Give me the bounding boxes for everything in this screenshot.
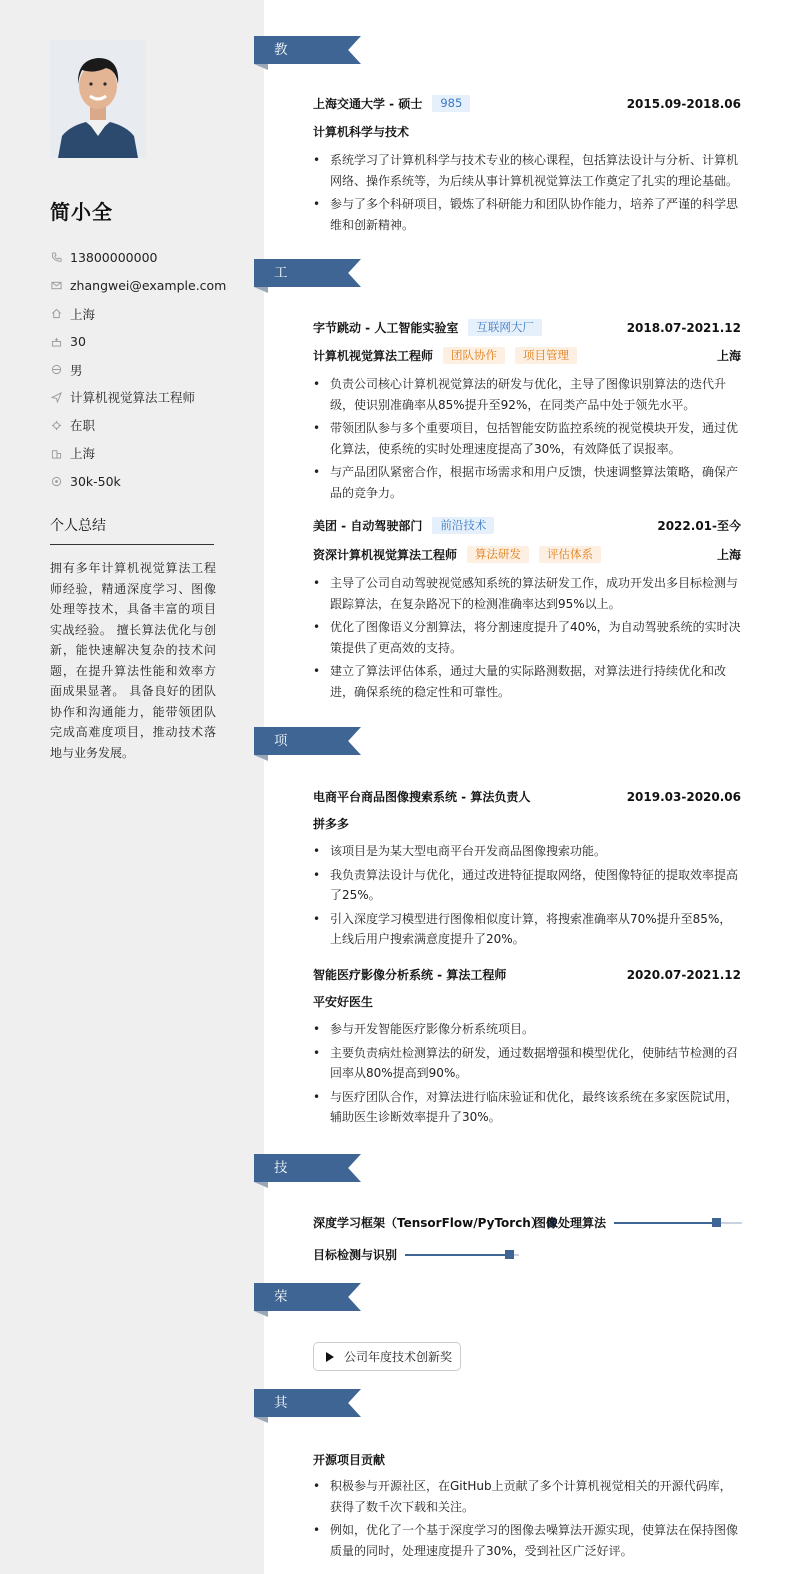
info-text-gender: 男 xyxy=(70,362,83,378)
skill-name: 图像处理算法 xyxy=(534,1216,607,1230)
other-bullets xyxy=(313,1476,741,1564)
info-text-home: 上海 xyxy=(70,306,96,322)
home-icon xyxy=(50,308,62,320)
list-item: • 主要负责病灶检测算法的研发，通过数据增强和模型优化，使肺结节检测的召回率从80%提高到90%。 xyxy=(313,1043,741,1084)
sidebar xyxy=(0,0,264,1574)
project-header-row xyxy=(313,788,741,805)
summary-text: 拥有多年计算机视觉算法工程师经验，精通深度学习、图像处理等技术，具备丰富的项目实战经验。 擅长算法优化与创新，能快速解决复杂的技术问题，在提升算法性能和效率方面成果显著。 具备良好的团队协作和沟通能力，能带领团队完成高难度项目，推动技术落地与业务发展。 xyxy=(50,561,216,760)
skill-item xyxy=(313,1214,557,1231)
info-item-phone xyxy=(50,244,226,272)
skill-item xyxy=(313,1246,519,1263)
list-item: • 参与开发智能医疗影像分析系统项目。 xyxy=(313,1019,741,1040)
info-item-position xyxy=(50,383,226,411)
education-school: 上海交通大学 - 硕士 xyxy=(313,97,423,111)
info-text-email: zhangwei@example.com xyxy=(70,278,227,294)
award-label: 公司年度技术创新奖 xyxy=(344,1350,453,1364)
info-text-age: 30 xyxy=(70,334,86,350)
section-title: 技能专长 xyxy=(274,1160,289,1260)
project-org: 拼多多 xyxy=(313,817,350,831)
education-header-row xyxy=(313,95,741,112)
project-date: 2019.03-2020.06 xyxy=(626,789,741,804)
list-item: • 负责公司核心计算机视觉算法的研发与优化，主导了图像识别算法的迭代升级，使识别准确率从85%提升至92%，在同类产品中处于领先水平。 xyxy=(313,374,741,415)
list-item: • 参与了多个科研项目，锻炼了科研能力和团队协作能力，培养了严谨的科学思维和创新精神。 xyxy=(313,194,741,235)
info-text-position: 计算机视觉算法工程师 xyxy=(70,390,196,406)
education-bullets xyxy=(313,150,741,238)
mail-icon xyxy=(50,280,62,292)
list-item: • 引入深度学习模型进行图像相似度计算，将搜索准确率从70%提升至85%，上线后用户搜索满意度提升了20%。 xyxy=(313,909,741,950)
work-role-tag: 项目管理 xyxy=(515,347,577,364)
skill-bar xyxy=(614,1222,742,1224)
list-item: • 例如，优化了一个基于深度学习的图像去噪算法开源实现，使算法在保持图像质量的同时，处理速度提升了30%，受到社区广泛好评。 xyxy=(313,1520,741,1561)
position-icon xyxy=(50,391,62,403)
work-role-tag: 算法研发 xyxy=(467,546,529,563)
work-date: 2022.01-至今 xyxy=(657,519,741,533)
skill-knob xyxy=(712,1218,721,1227)
work-role-row xyxy=(313,546,741,563)
education-major: 计算机科学与技术 xyxy=(313,125,410,139)
section-title: 荣誉奖项 xyxy=(274,1289,289,1389)
salary-icon xyxy=(50,475,62,487)
section-title: 工作经历 xyxy=(274,265,289,365)
summary-title: 个人总结 xyxy=(50,515,214,545)
list-item: • 该项目是为某大型电商平台开发商品图像搜索功能。 xyxy=(313,841,741,862)
list-item: • 主导了公司自动驾驶视觉感知系统的算法研发工作，成功开发出多目标检测与跟踪算法，在复杂路况下的检测准确率达到95%以上。 xyxy=(313,573,741,614)
phone-icon xyxy=(50,252,62,264)
project-title: 智能医疗影像分析系统 - 算法工程师 xyxy=(313,968,507,982)
info-item-city xyxy=(50,439,226,467)
skill-name: 目标检测与识别 xyxy=(313,1248,398,1262)
info-text-salary: 30k-50k xyxy=(70,473,121,489)
work-role: 资深计算机视觉算法工程师 xyxy=(313,548,458,562)
work-header-row xyxy=(313,319,741,336)
list-item: • 建立了算法评估体系，通过大量的实际路测数据，对算法进行持续优化和改进，确保系统的稳定性和可靠性。 xyxy=(313,661,741,702)
list-item: • 积极参与开源社区，在GitHub上贡献了多个计算机视觉相关的开源代码库，获得了数千次下载和关注。 xyxy=(313,1476,741,1517)
work-city: 上海 xyxy=(716,349,741,363)
contact-info-list xyxy=(50,244,226,495)
info-text-status: 在职 xyxy=(70,418,96,434)
play-icon xyxy=(326,1352,334,1362)
work-city: 上海 xyxy=(716,548,741,562)
work-role-tag: 评估体系 xyxy=(539,546,601,563)
education-major-row xyxy=(313,123,741,140)
work-role-row xyxy=(313,347,741,364)
section-title: 项目经历 xyxy=(274,733,289,833)
project-org-row xyxy=(313,993,741,1010)
project-bullets xyxy=(313,1019,741,1131)
list-item: • 我负责算法设计与优化，通过改进特征提取网络，使图像特征的提取效率提高了25%。 xyxy=(313,865,741,906)
education-tag: 985 xyxy=(432,95,470,112)
work-role-tag: 团队协作 xyxy=(443,347,505,364)
skill-fill xyxy=(614,1222,716,1224)
education-date: 2015.09-2018.06 xyxy=(626,96,741,111)
info-item-age xyxy=(50,328,226,356)
status-icon xyxy=(50,419,62,431)
project-bullets xyxy=(313,841,741,953)
skill-name: 深度学习框架（TensorFlow/PyTorch） xyxy=(313,1216,543,1230)
info-item-salary xyxy=(50,467,226,495)
info-item-home xyxy=(50,300,226,328)
project-org-row xyxy=(313,815,741,832)
work-date: 2018.07-2021.12 xyxy=(626,320,741,335)
award-item[interactable] xyxy=(313,1342,461,1371)
info-item-gender xyxy=(50,356,226,384)
info-text-city: 上海 xyxy=(70,446,96,462)
info-item-email xyxy=(50,272,226,300)
list-item: • 与医疗团队合作，对算法进行临床验证和优化，最终该系统在多家医院试用，辅助医生诊断效率提升了30%。 xyxy=(313,1087,741,1128)
section-title: 其他信息 xyxy=(274,1395,289,1495)
skill-bar xyxy=(405,1254,519,1256)
candidate-name: 简小全 xyxy=(50,200,113,224)
skill-fill xyxy=(405,1254,510,1256)
list-item: • 带领团队参与多个重要项目，包括智能安防监控系统的视觉模块开发，通过优化算法，使系统的实时处理速度提高了30%，有效降低了误报率。 xyxy=(313,418,741,459)
other-title: 开源项目贡献 xyxy=(313,1453,386,1467)
info-text-phone: 13800000000 xyxy=(70,250,158,266)
other-title-row xyxy=(313,1451,741,1468)
work-header-row xyxy=(313,517,741,534)
work-role: 计算机视觉算法工程师 xyxy=(313,349,434,363)
age-icon xyxy=(50,336,62,348)
list-item: • 系统学习了计算机科学与技术专业的核心课程，包括算法设计与分析、计算机网络、操作系统等，为后续从事计算机视觉算法工作奠定了扎实的理论基础。 xyxy=(313,150,741,191)
project-header-row xyxy=(313,966,741,983)
profile-photo xyxy=(50,40,146,158)
work-company-tag: 前沿技术 xyxy=(432,517,494,534)
info-item-status xyxy=(50,411,226,439)
work-bullets xyxy=(313,374,741,506)
project-date: 2020.07-2021.12 xyxy=(626,967,741,982)
project-org: 平安好医生 xyxy=(313,995,374,1009)
section-title: 教育经历 xyxy=(274,42,289,142)
skill-item xyxy=(534,1214,742,1231)
work-company-tag: 互联网大厂 xyxy=(468,319,542,336)
city-icon xyxy=(50,447,62,459)
work-company: 字节跳动 - 人工智能实验室 xyxy=(313,321,459,335)
work-bullets xyxy=(313,573,741,705)
list-item: • 优化了图像语义分割算法，将分割速度提升了40%，为自动驾驶系统的实时决策提供了更高效的支持。 xyxy=(313,617,741,658)
skill-knob xyxy=(505,1250,514,1259)
project-title: 电商平台商品图像搜索系统 - 算法负责人 xyxy=(313,790,531,804)
list-item: • 与产品团队紧密合作，根据市场需求和用户反馈，快速调整算法策略，确保产品的竞争力。 xyxy=(313,462,741,503)
gender-icon xyxy=(50,364,62,376)
work-company: 美团 - 自动驾驶部门 xyxy=(313,519,423,533)
